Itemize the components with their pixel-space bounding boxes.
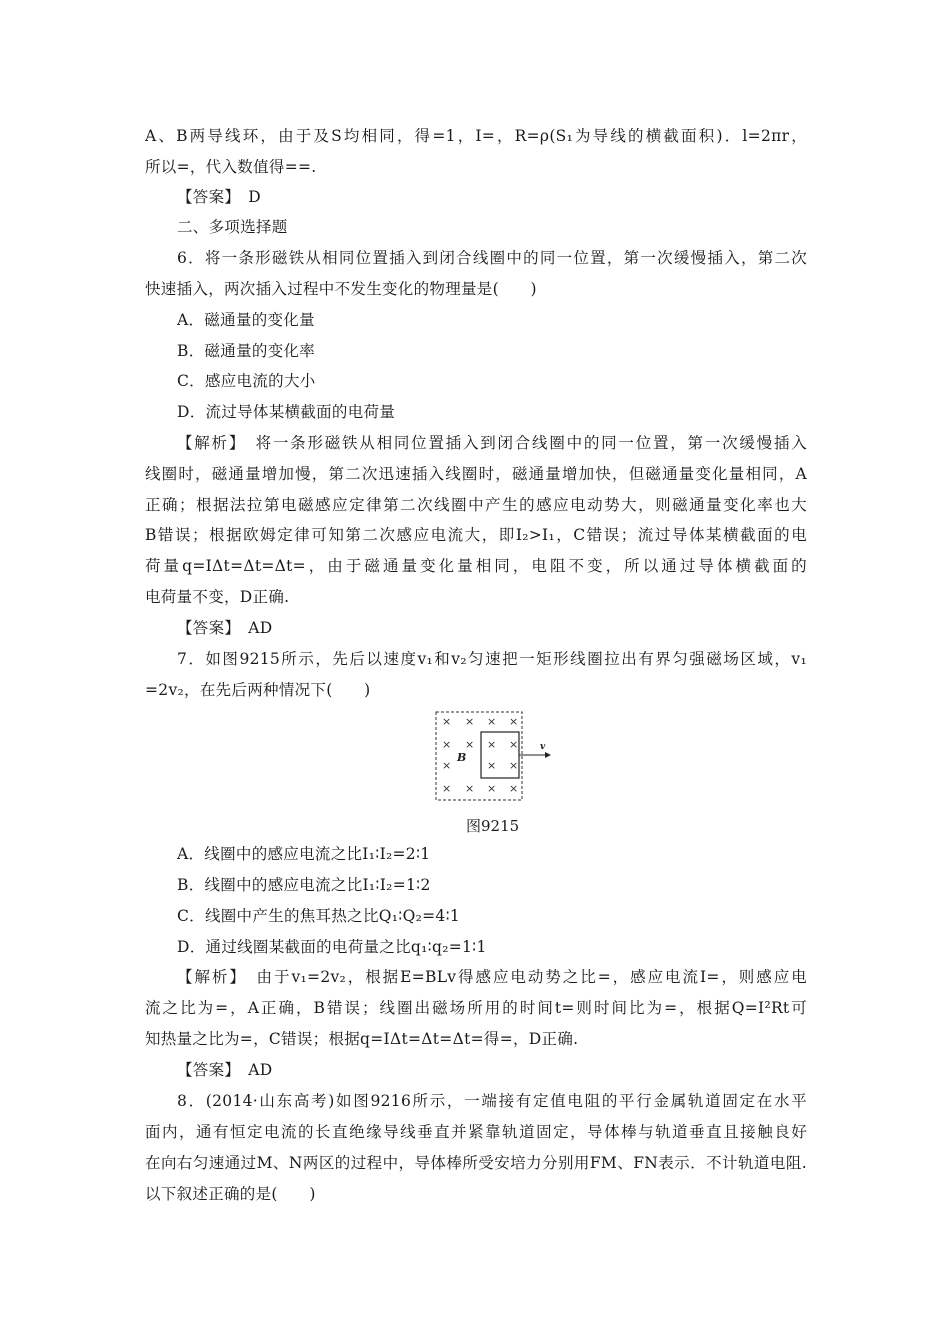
- section-heading: 二、多项选择题: [177, 218, 288, 236]
- figure-caption: 图9215: [466, 817, 520, 835]
- option-c: C．线圈中产生的焦耳热之比Q₁∶Q₂=4∶1: [177, 907, 461, 925]
- text-line: 正确；根据法拉第电磁感应定律第二次线圈中产生的感应电动势大，则磁通量变化率也大: [145, 496, 807, 514]
- svg-text:×: ×: [465, 715, 475, 728]
- text-line: =2v₂，在先后两种情况下( ): [145, 681, 371, 699]
- option-c: C．感应电流的大小: [177, 372, 316, 390]
- text-line: 快速插入，两次插入过程中不发生变化的物理量是( ): [145, 280, 537, 298]
- text-line: 电荷量不变，D正确.: [145, 588, 290, 606]
- answer-label: 【答案】 AD: [177, 1061, 273, 1079]
- option-d: D．通过线圈某截面的电荷量之比q₁∶q₂=1∶1: [177, 938, 487, 956]
- analysis-label: 【解析】 由于v₁=2v₂，根据E=BLv得感应电动势之比=，感应电流I=，则感应电: [177, 968, 807, 986]
- analysis-label: 【解析】 将一条形磁铁从相同位置插入到闭合线圈中的同一位置，第一次缓慢插入: [177, 434, 807, 452]
- svg-text:×: ×: [465, 738, 475, 751]
- svg-text:×: ×: [509, 782, 519, 795]
- svg-text:×: ×: [487, 715, 497, 728]
- svg-text:×: ×: [442, 782, 452, 795]
- magnetic-field-figure: [435, 711, 557, 803]
- option-b: B．磁通量的变化率: [177, 342, 316, 360]
- answer-label: 【答案】 AD: [177, 619, 273, 637]
- text-line: 在向右匀速通过M、N两区的过程中，导体棒所受安培力分别用FM、FN表示．不计轨道电阻.: [145, 1154, 807, 1172]
- text-line: 以下叙述正确的是( ): [145, 1185, 316, 1203]
- svg-text:×: ×: [509, 738, 519, 751]
- svg-text:×: ×: [442, 715, 452, 728]
- svg-text:×: ×: [487, 782, 497, 795]
- text-line: B错误；根据欧姆定律可知第二次感应电流大，即I₂>I₁，C错误；流过导体某横截面的电: [145, 526, 807, 544]
- option-d: D．流过导体某横截面的电荷量: [177, 403, 396, 421]
- text-line: 流之比为=，A正确，B错误；线圈出磁场所用的时间t=则时间比为=，根据Q=I²Rt可: [145, 999, 807, 1017]
- option-b: B．线圈中的感应电流之比I₁∶I₂=1∶2: [177, 876, 431, 894]
- text-line: 线圈时，磁通量增加慢，第二次迅速插入线圈时，磁通量增加快，但磁通量变化量相同，A: [145, 465, 807, 483]
- svg-text:×: ×: [509, 759, 519, 772]
- answer-label: 【答案】 D: [177, 188, 261, 206]
- field-label-b: B: [457, 751, 467, 764]
- velocity-label: v: [540, 742, 546, 752]
- text-line: 面内，通有恒定电流的长直绝缘导线垂直并紧靠轨道固定，导体棒与轨道垂直且接触良好: [145, 1123, 807, 1141]
- text-line: 知热量之比为=，C错误；根据q=IΔt=Δt=Δt=得=，D正确.: [145, 1030, 579, 1048]
- text-line: 荷量q=IΔt=Δt=Δt=，由于磁通量变化量相同，电阻不变，所以通过导体横截面的: [145, 557, 807, 575]
- svg-text:×: ×: [465, 782, 475, 795]
- question-8: 8．(2014·山东高考)如图9216所示，一端接有定值电阻的平行金属轨道固定在水平: [177, 1092, 807, 1110]
- question-6: 6．将一条形磁铁从相同位置插入到闭合线圈中的同一位置，第一次缓慢插入，第二次: [177, 249, 807, 267]
- svg-text:×: ×: [509, 715, 519, 728]
- text-line: A、B两导线环，由于及S均相同，得=1，I=，R=ρ(S₁为导线的横截面积)．l=2πr，: [145, 127, 807, 145]
- option-a: A．磁通量的变化量: [177, 311, 315, 329]
- svg-text:×: ×: [442, 738, 452, 751]
- question-7: 7．如图9215所示，先后以速度v₁和v₂匀速把一矩形线圈拉出有界匀强磁场区域，v₁: [177, 650, 807, 668]
- svg-text:×: ×: [487, 759, 497, 772]
- option-a: A．线圈中的感应电流之比I₁∶I₂=2∶1: [177, 845, 431, 863]
- field-crosses: [442, 715, 518, 795]
- text-line: 所以=，代入数值得==.: [145, 158, 317, 176]
- arrowhead: [545, 752, 551, 758]
- svg-text:×: ×: [442, 759, 452, 772]
- svg-text:×: ×: [487, 738, 497, 751]
